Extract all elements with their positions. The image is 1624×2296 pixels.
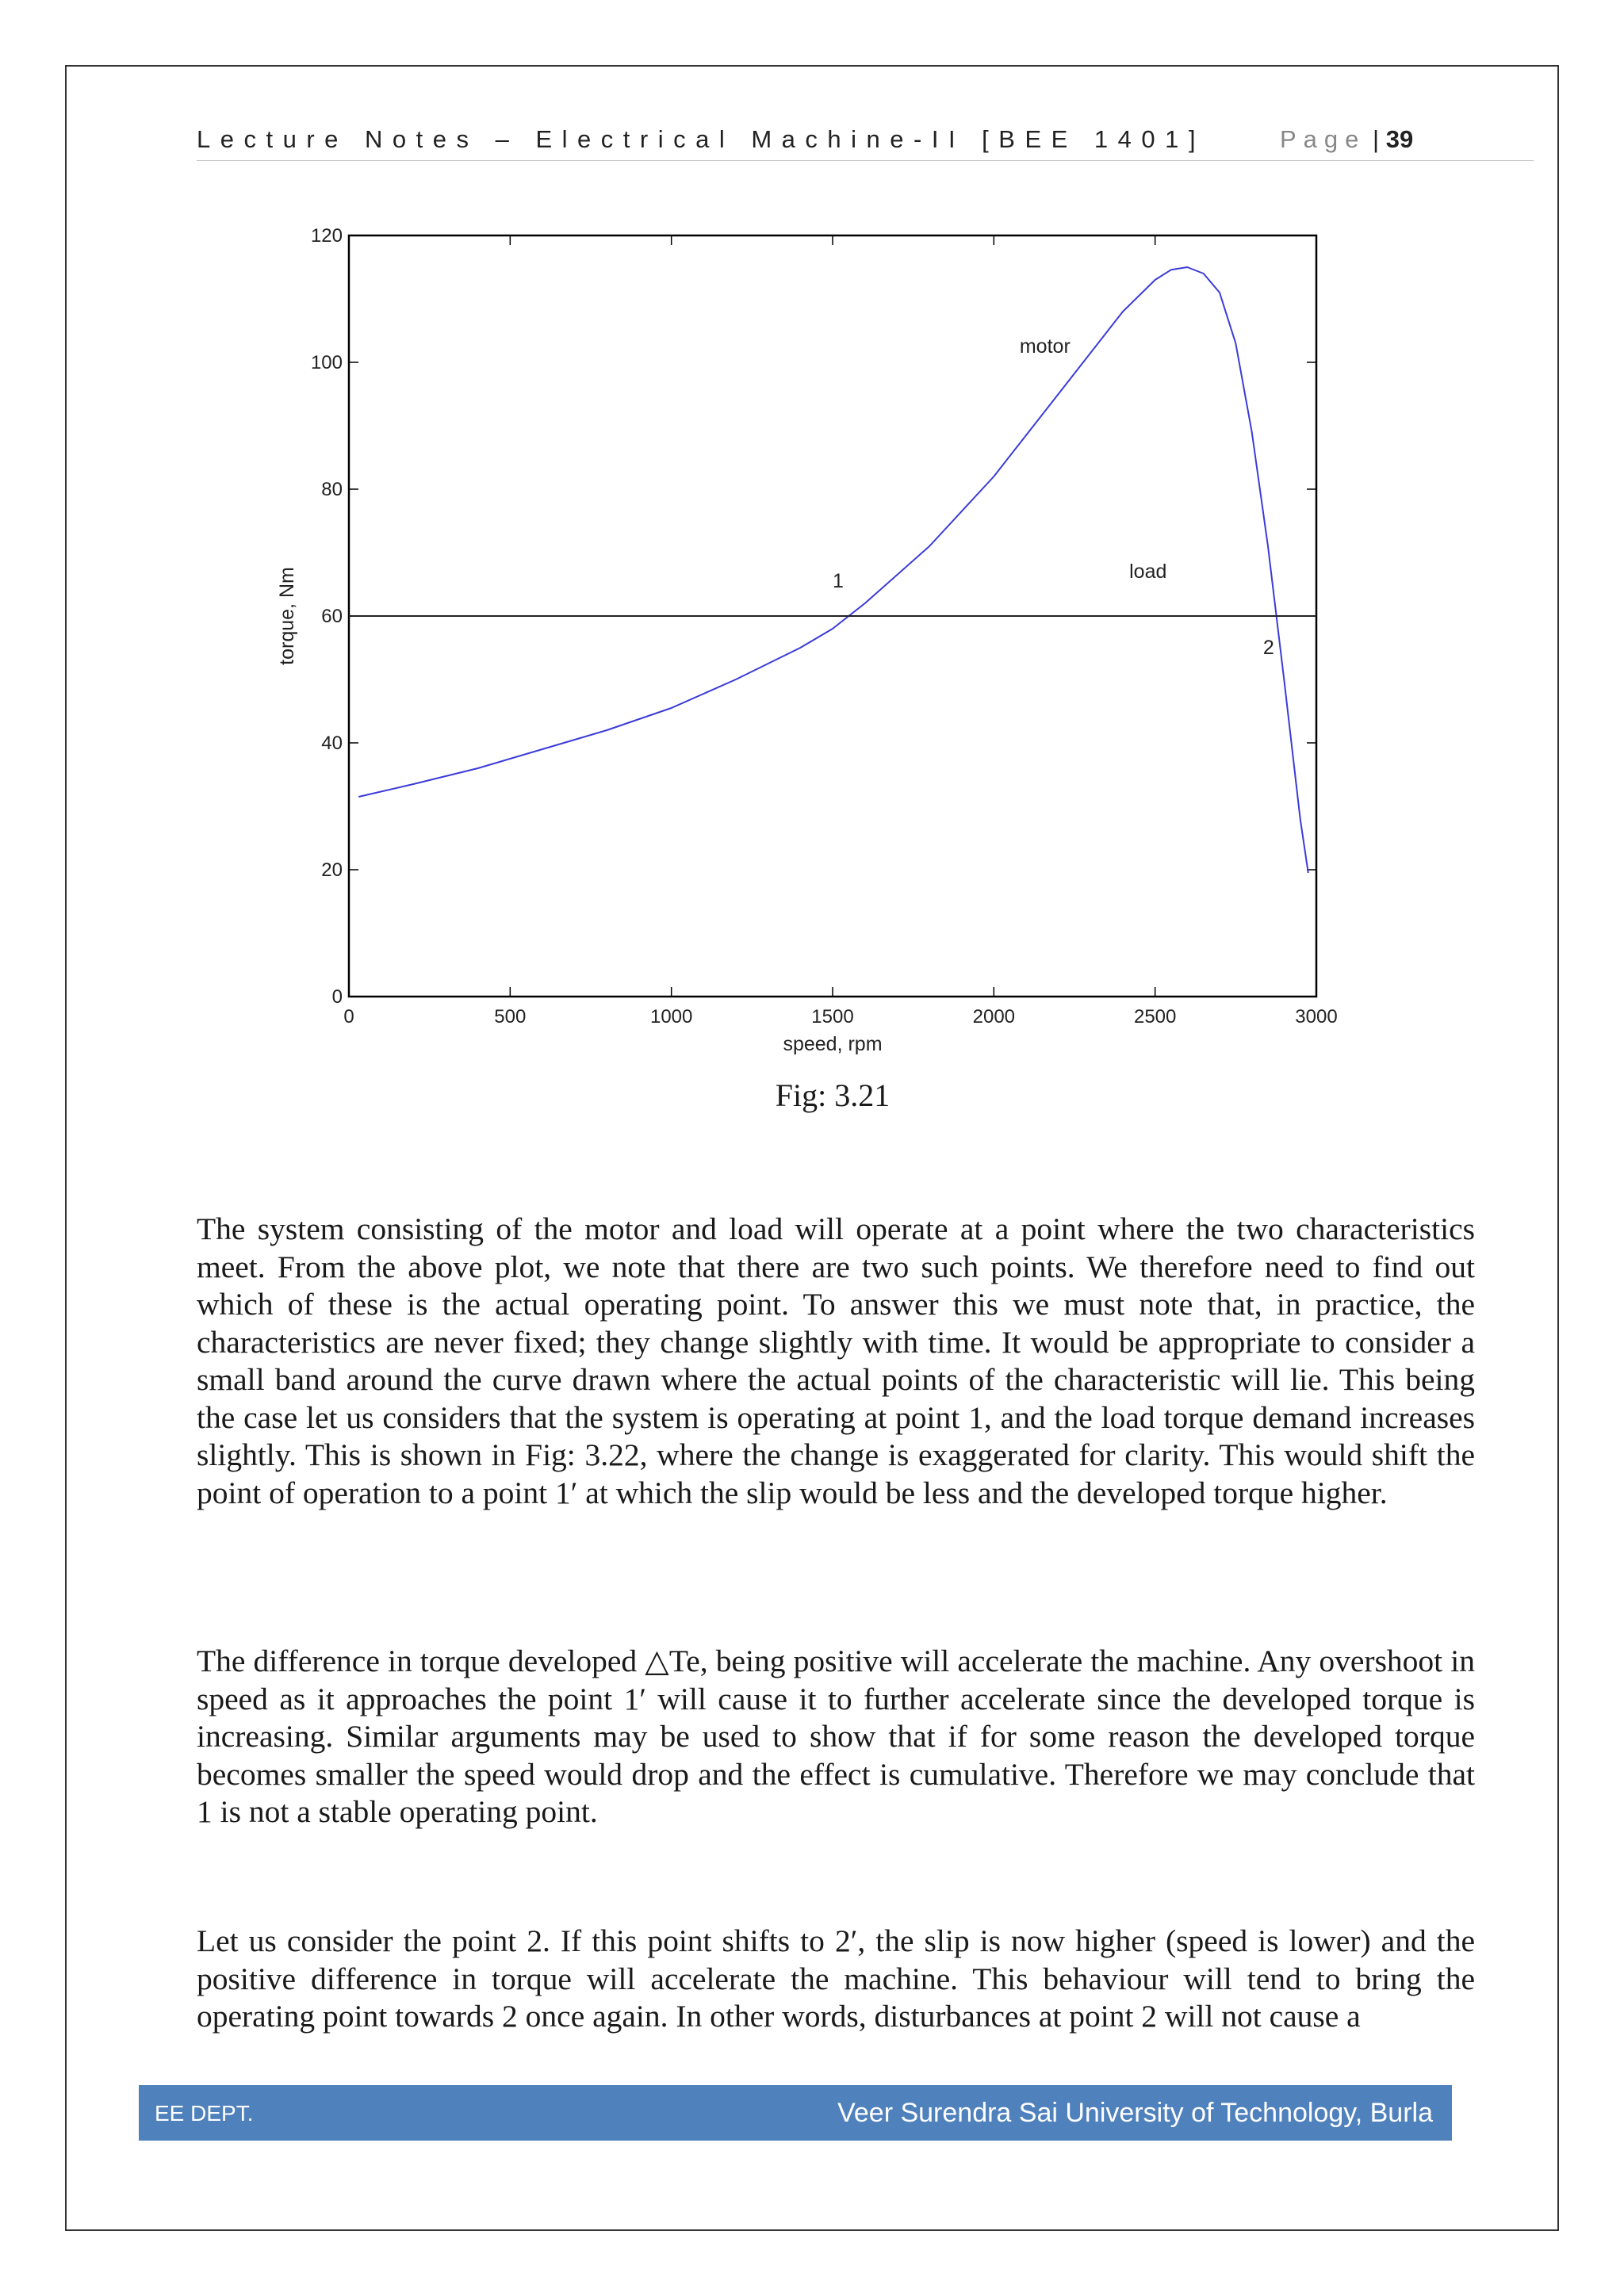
y-tick-label: 120 — [310, 225, 343, 247]
torque-speed-chart — [270, 214, 1364, 1062]
annotation-label: 2 — [1262, 637, 1274, 659]
x-tick-label: 2000 — [972, 1006, 1016, 1027]
footer-department: EE DEPT. — [155, 2101, 254, 2126]
x-tick-label: 3000 — [1295, 1006, 1338, 1027]
paragraph-3: Let us consider the point 2. If this point shifts to 2′, the slip is now higher (speed is lower) and the positive difference in torque will accelerate the machine. This behaviour will tend to bring the operating point towards 2 once again. In other words, disturbances at point 2 will not cause a — [197, 1923, 1475, 2034]
y-axis-label: torque, Nm — [276, 567, 298, 665]
header-title: Lecture Notes – Electrical Machine-II [BEE 1401] — [197, 125, 1205, 153]
x-tick-label: 500 — [494, 1006, 527, 1027]
annotation-label: 1 — [833, 570, 844, 592]
page-footer — [139, 2085, 1452, 2141]
y-tick-label: 100 — [310, 352, 343, 373]
annotation-label: load — [1129, 561, 1167, 583]
annotation-label: motor — [1019, 335, 1071, 358]
paragraph-1: The system consisting of the motor and load will operate at a point where the two characteristics meet. From the above plot, we note that there are two such points. We therefore need to find out which of these is the actual operating point. To answer this we must note that, in practice, the characteristics are never fixed; they change slightly with time. It would be appropriate to consider a small band around the curve drawn where the actual points of the characteristic will lie. This being the case let us considers that the system is operating at point 1, and the load torque demand increases slightly. This is shown in Fig: 3.22, where the change is exaggerated for clarity. This would shift the point of operation to a point 1′ at which the slip would be less and the developed torque higher. — [197, 1211, 1475, 1510]
page-header — [197, 125, 1534, 161]
x-tick-label: 1000 — [649, 1006, 693, 1027]
footer-university: Veer Surendra Sai University of Technology, Burla — [837, 2098, 1433, 2128]
page-separator: | — [1373, 125, 1380, 153]
x-axis-label: speed, rpm — [783, 1033, 883, 1055]
paragraph-2: The difference in torque developed △Te, being positive will accelerate the machine. Any overshoot in speed as it approaches the point 1′ will cause it to further accelerate since the developed torque is increasing. Similar arguments may be used to show that if for some reason the developed torque becomes smaller the speed would drop and the effect is cumulative. Therefore we may conclude that 1 is not a stable operating point. — [197, 1644, 1475, 1829]
x-tick-label: 0 — [343, 1006, 354, 1027]
x-tick-label: 2500 — [1133, 1006, 1177, 1027]
figure-caption: Fig: 3.21 — [775, 1077, 891, 1113]
y-tick-label: 80 — [321, 479, 343, 500]
page-indicator — [1280, 125, 1413, 154]
y-tick-label: 20 — [321, 859, 343, 881]
y-tick-label: 40 — [321, 733, 343, 754]
y-tick-label: 60 — [321, 606, 343, 627]
y-tick-label: 0 — [331, 986, 343, 1008]
page-label: Page — [1280, 125, 1366, 153]
page-number: 39 — [1385, 125, 1414, 153]
x-tick-label: 1500 — [811, 1006, 854, 1027]
